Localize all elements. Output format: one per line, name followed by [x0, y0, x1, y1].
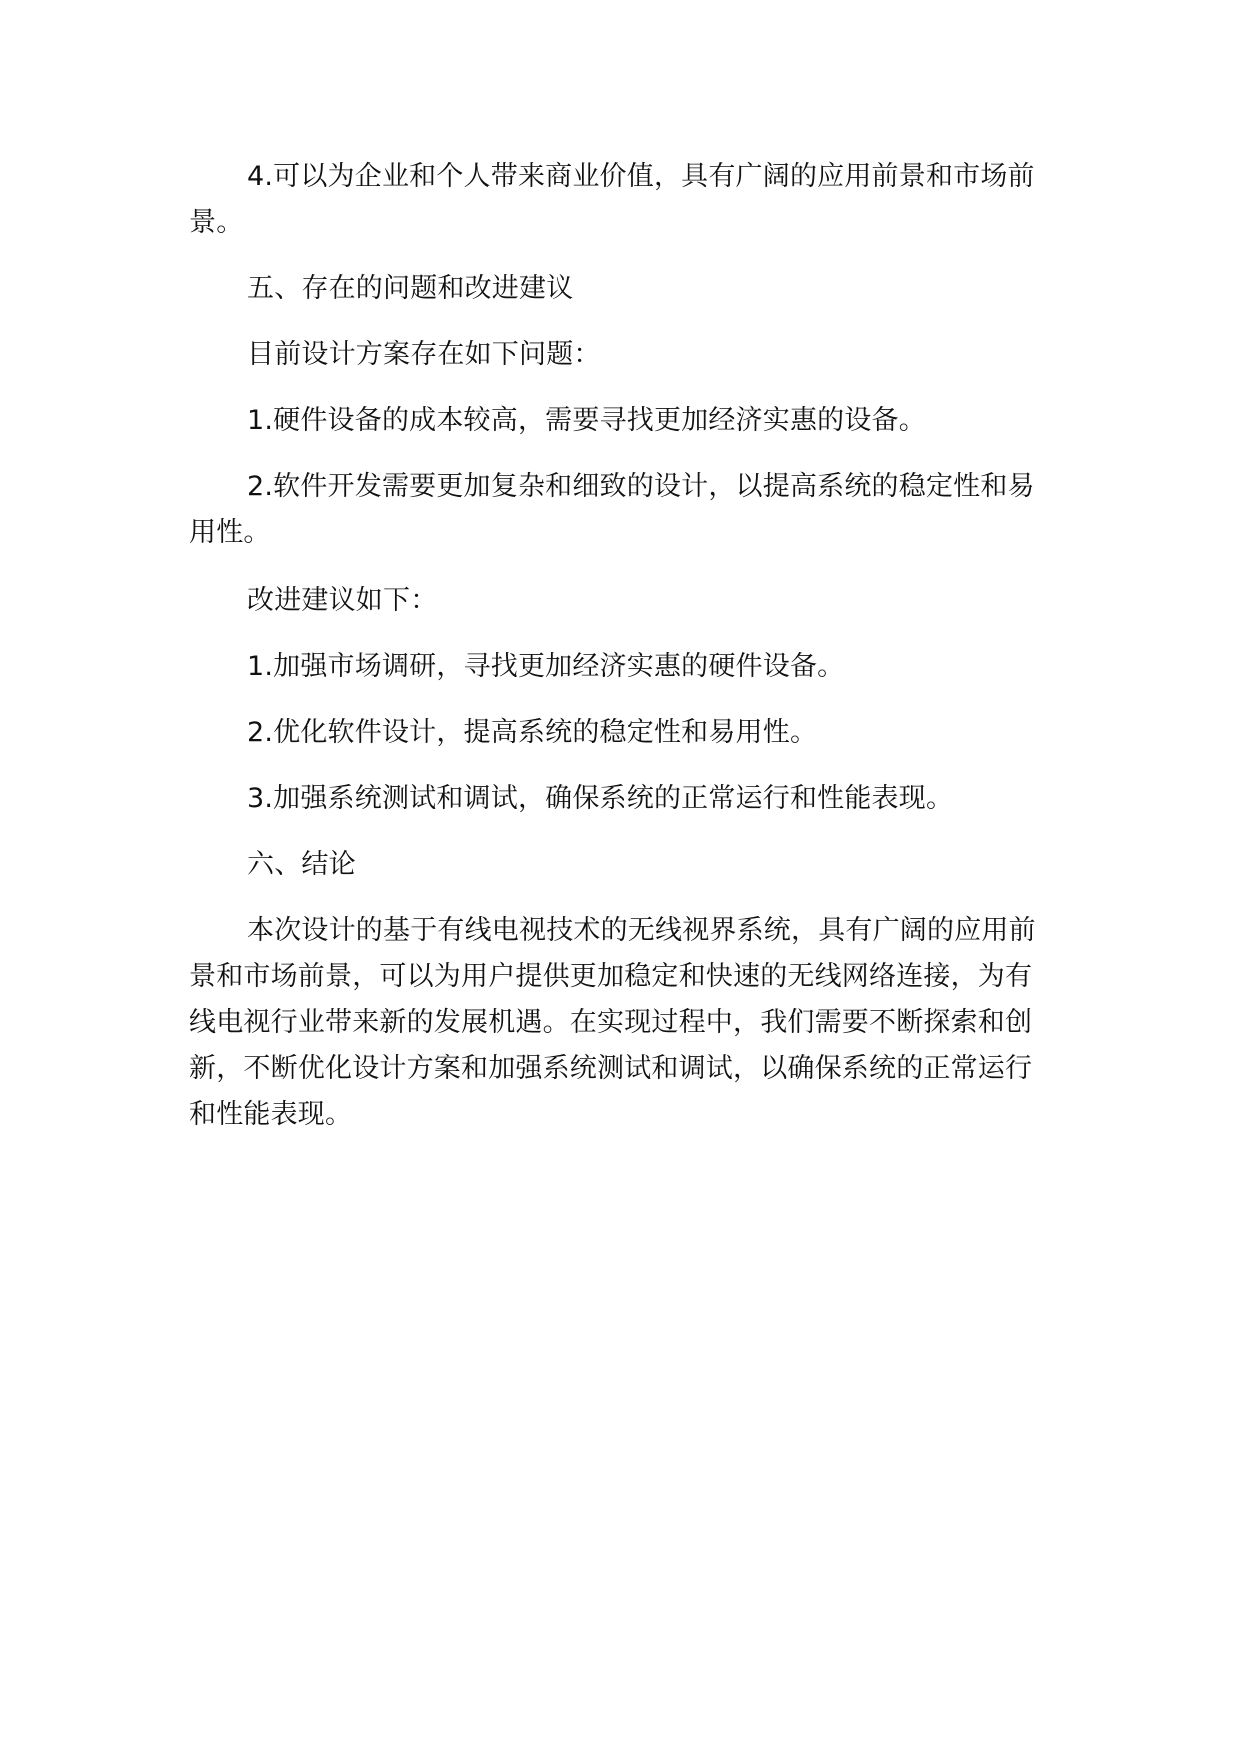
paragraph-suggestions-intro: 改进建议如下：: [247, 585, 438, 616]
list-item-issue-2: 2.软件开发需要更加复杂和细致的设计，以提高系统的稳定性和易用性。: [189, 471, 1035, 548]
paragraph-value-proposition: 4.可以为企业和个人带来商业价值，具有广阔的应用前景和市场前景。: [189, 161, 1035, 238]
section-heading-issues: 五、存在的问题和改进建议: [247, 273, 574, 304]
list-item-suggestion-3: 3.加强系统测试和调试，确保系统的正常运行和性能表现。: [247, 783, 954, 814]
paragraph-conclusion: 本次设计的基于有线电视技术的无线视界系统，具有广阔的应用前景和市场前景，可以为用户提供更加稳定和快速的无线网络连接，为有线电视行业带来新的发展机遇。在实现过程中，我们需要不断探索和创新，不断优化设计方案和加强系统测试和调试，以确保系统的正常运行和性能表现。: [189, 915, 1036, 1130]
paragraph-issues-intro: 目前设计方案存在如下问题：: [247, 339, 601, 370]
section-heading-conclusion: 六、结论: [247, 849, 356, 880]
list-item-suggestion-1: 1.加强市场调研，寻找更加经济实惠的硬件设备。: [247, 651, 845, 682]
document-body: [189, 154, 1037, 1138]
list-item-suggestion-2: 2.优化软件设计，提高系统的稳定性和易用性。: [247, 717, 818, 748]
list-item-issue-1: 1.硬件设备的成本较高，需要寻找更加经济实惠的设备。: [247, 405, 926, 436]
